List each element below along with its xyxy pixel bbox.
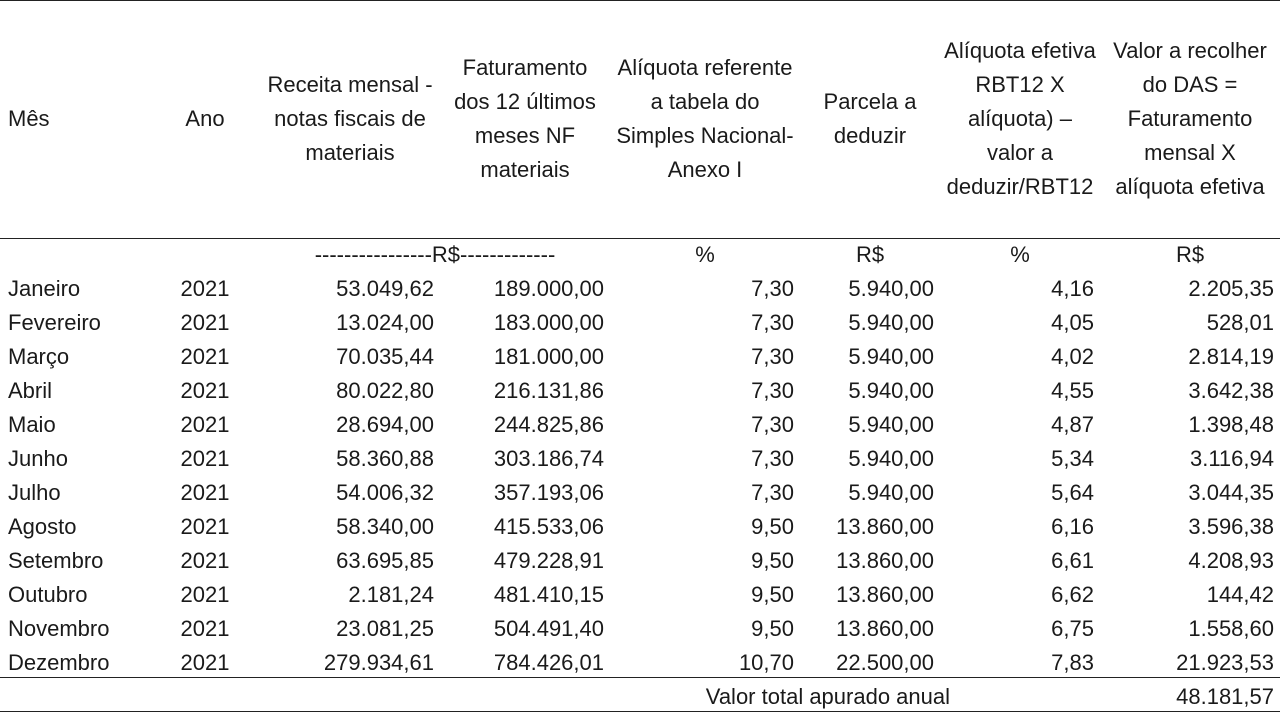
cell-ano: 2021 — [180, 480, 230, 505]
total-value: 48.181,57 — [1176, 684, 1274, 709]
cell-aliquota-efetiva: 4,16 — [1051, 276, 1094, 301]
cell-aliquota-referente: 7,30 — [751, 412, 794, 437]
table-row — [0, 510, 1280, 544]
header-ano: Ano — [185, 106, 225, 131]
cell-faturamento: 183.000,00 — [493, 310, 604, 335]
header-mes: Mês — [8, 106, 50, 131]
cell-faturamento: 479.228,91 — [493, 548, 604, 573]
cell-valor-recolher: 528,01 — [1206, 310, 1274, 335]
header-receita: Receita mensal - notas fiscais de materiais — [267, 72, 433, 165]
cell-mes: Maio — [8, 412, 56, 437]
table-row — [0, 442, 1280, 476]
cell-mes: Março — [8, 344, 70, 369]
cell-aliquota-efetiva: 6,16 — [1051, 514, 1094, 539]
units-row — [0, 238, 1280, 272]
cell-faturamento: 189.000,00 — [493, 276, 604, 301]
units-valor-recolher: R$ — [1175, 242, 1205, 267]
units-rs-span: ----------------R$------------- — [314, 242, 556, 267]
table-row — [0, 408, 1280, 442]
cell-mes: Janeiro — [8, 276, 81, 301]
cell-ano: 2021 — [180, 412, 230, 437]
cell-mes: Outubro — [8, 582, 88, 607]
cell-receita: 23.081,25 — [336, 616, 434, 641]
table-row — [0, 544, 1280, 578]
header-valor-recolher: Valor a recolher do DAS = Faturamento mensal X alíquota efetiva — [1113, 38, 1267, 199]
cell-valor-recolher: 3.044,35 — [1188, 480, 1274, 505]
cell-ano: 2021 — [180, 582, 230, 607]
cell-aliquota-efetiva: 6,62 — [1051, 582, 1094, 607]
cell-mes: Novembro — [8, 616, 110, 641]
cell-receita: 28.694,00 — [336, 412, 434, 437]
cell-aliquota-referente: 9,50 — [751, 616, 794, 641]
cell-valor-recolher: 3.116,94 — [1189, 446, 1274, 471]
cell-receita: 279.934,61 — [323, 650, 434, 675]
cell-mes: Junho — [8, 446, 68, 471]
cell-valor-recolher: 1.398,48 — [1188, 412, 1274, 437]
table-row — [0, 646, 1280, 680]
cell-aliquota-efetiva: 6,75 — [1051, 616, 1094, 641]
cell-receita: 58.360,88 — [336, 446, 434, 471]
cell-aliquota-referente: 9,50 — [751, 548, 794, 573]
cell-aliquota-efetiva: 4,02 — [1051, 344, 1094, 369]
cell-valor-recolher: 3.642,38 — [1188, 378, 1274, 403]
cell-receita: 2.181,24 — [348, 582, 434, 607]
cell-ano: 2021 — [180, 276, 230, 301]
cell-aliquota-referente: 7,30 — [751, 480, 794, 505]
units-cell-empty — [0, 238, 150, 272]
cell-parcela-deduzir: 5.940,00 — [848, 344, 934, 369]
table-footer — [0, 680, 1280, 714]
cell-parcela-deduzir: 5.940,00 — [848, 480, 934, 505]
table-row — [0, 340, 1280, 374]
cell-valor-recolher: 21.923,53 — [1176, 650, 1274, 675]
cell-aliquota-referente: 7,30 — [751, 310, 794, 335]
cell-parcela-deduzir: 13.860,00 — [836, 616, 934, 641]
cell-aliquota-referente: 7,30 — [751, 446, 794, 471]
cell-faturamento: 504.491,40 — [493, 616, 604, 641]
header-aliquota-referente: Alíquota referente a tabela do Simples Nacional- Anexo I — [616, 55, 794, 182]
table-row — [0, 612, 1280, 646]
cell-receita: 70.035,44 — [336, 344, 434, 369]
cell-aliquota-efetiva: 4,87 — [1051, 412, 1094, 437]
table-row — [0, 272, 1280, 306]
cell-receita: 63.695,85 — [336, 548, 434, 573]
units-parcela: R$ — [855, 242, 885, 267]
cell-aliquota-referente: 7,30 — [751, 276, 794, 301]
table-row — [0, 476, 1280, 510]
cell-receita: 80.022,80 — [336, 378, 434, 403]
cell-aliquota-efetiva: 6,61 — [1051, 548, 1094, 573]
units-cell-empty — [150, 238, 260, 272]
header-faturamento: Faturamento dos 12 últimos meses NF materiais — [454, 55, 596, 182]
cell-ano: 2021 — [180, 548, 230, 573]
cell-parcela-deduzir: 5.940,00 — [848, 412, 934, 437]
cell-parcela-deduzir: 22.500,00 — [836, 650, 934, 675]
cell-receita: 13.024,00 — [336, 310, 434, 335]
cell-parcela-deduzir: 5.940,00 — [848, 378, 934, 403]
cell-receita: 53.049,62 — [336, 276, 434, 301]
cell-mes: Abril — [8, 378, 53, 403]
cell-parcela-deduzir: 13.860,00 — [836, 548, 934, 573]
cell-faturamento: 216.131,86 — [493, 378, 604, 403]
table-row — [0, 306, 1280, 340]
cell-faturamento: 415.533,06 — [493, 514, 604, 539]
header-row — [0, 0, 1280, 238]
cell-mes: Julho — [8, 480, 61, 505]
cell-mes: Dezembro — [8, 650, 110, 675]
cell-aliquota-referente: 7,30 — [751, 378, 794, 403]
cell-ano: 2021 — [180, 616, 230, 641]
cell-ano: 2021 — [180, 344, 230, 369]
units-aliquota-ref: % — [695, 242, 715, 267]
cell-aliquota-referente: 9,50 — [751, 582, 794, 607]
cell-faturamento: 481.410,15 — [493, 582, 604, 607]
cell-valor-recolher: 2.205,35 — [1188, 276, 1274, 301]
cell-mes: Fevereiro — [8, 310, 101, 335]
cell-aliquota-efetiva: 5,34 — [1051, 446, 1094, 471]
cell-faturamento: 181.000,00 — [493, 344, 604, 369]
units-aliquota-efetiva: % — [1010, 242, 1030, 267]
cell-faturamento: 303.186,74 — [493, 446, 604, 471]
cell-ano: 2021 — [180, 446, 230, 471]
cell-valor-recolher: 3.596,38 — [1188, 514, 1274, 539]
header-parcela-deduzir: Parcela a deduzir — [823, 89, 917, 148]
cell-aliquota-efetiva: 5,64 — [1051, 480, 1094, 505]
cell-aliquota-efetiva: 4,55 — [1051, 378, 1094, 403]
cell-parcela-deduzir: 5.940,00 — [848, 276, 934, 301]
table-row — [0, 578, 1280, 612]
cell-aliquota-referente: 9,50 — [751, 514, 794, 539]
cell-receita: 58.340,00 — [336, 514, 434, 539]
table-row — [0, 374, 1280, 408]
table-header — [0, 0, 1280, 238]
cell-aliquota-referente: 10,70 — [738, 650, 794, 675]
cell-parcela-deduzir: 13.860,00 — [836, 514, 934, 539]
cell-valor-recolher: 2.814,19 — [1188, 344, 1274, 369]
cell-mes: Agosto — [8, 514, 77, 539]
header-aliquota-efetiva: Alíquota efetiva RBT12 X alíquota) – valor a deduzir/RBT12 — [944, 38, 1096, 199]
cell-aliquota-efetiva: 4,05 — [1051, 310, 1094, 335]
cell-faturamento: 357.193,06 — [493, 480, 604, 505]
total-label: Valor total apurado anual — [705, 684, 950, 709]
cell-parcela-deduzir: 5.940,00 — [848, 446, 934, 471]
cell-receita: 54.006,32 — [336, 480, 434, 505]
cell-ano: 2021 — [180, 378, 230, 403]
cell-mes: Setembro — [8, 548, 104, 573]
cell-valor-recolher: 1.558,60 — [1188, 616, 1274, 641]
cell-parcela-deduzir: 5.940,00 — [848, 310, 934, 335]
cell-valor-recolher: 144,42 — [1206, 582, 1274, 607]
total-row — [0, 680, 1280, 714]
cell-faturamento: 244.825,86 — [493, 412, 604, 437]
cell-valor-recolher: 4.208,93 — [1188, 548, 1274, 573]
cell-aliquota-referente: 7,30 — [751, 344, 794, 369]
cell-aliquota-efetiva: 7,83 — [1051, 650, 1094, 675]
cell-faturamento: 784.426,01 — [493, 650, 604, 675]
cell-ano: 2021 — [180, 514, 230, 539]
cell-ano: 2021 — [180, 650, 230, 675]
table-body — [0, 238, 1280, 680]
cell-ano: 2021 — [180, 310, 230, 335]
cell-parcela-deduzir: 13.860,00 — [836, 582, 934, 607]
